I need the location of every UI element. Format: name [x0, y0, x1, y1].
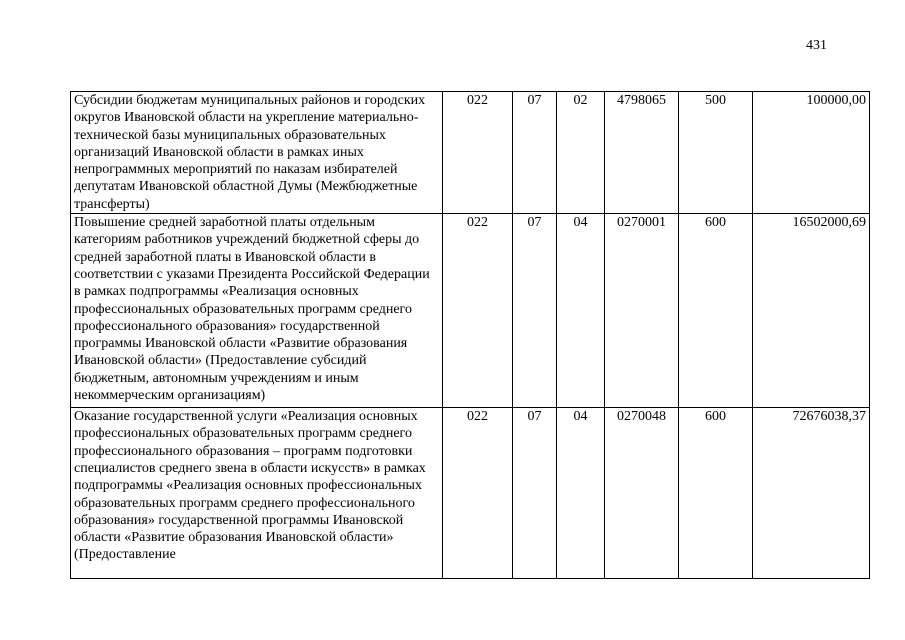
section-code: 07	[513, 214, 557, 408]
expense-type-code: 500	[679, 92, 753, 214]
amount-value: 100000,00	[753, 92, 870, 214]
ministry-code: 022	[443, 214, 513, 408]
subsection-code: 04	[557, 408, 605, 579]
amount-value: 72676038,37	[753, 408, 870, 579]
budget-table	[70, 91, 870, 579]
ministry-code: 022	[443, 408, 513, 579]
table-row	[71, 92, 870, 214]
table-row	[71, 408, 870, 579]
expense-type-code: 600	[679, 214, 753, 408]
amount-value: 16502000,69	[753, 214, 870, 408]
subsection-code: 04	[557, 214, 605, 408]
section-code: 07	[513, 92, 557, 214]
row-description: Субсидии бюджетам муниципальных районов и городских округов Ивановской области на укрепление материально-технической базы муниципальных образовательных организаций Ивановской области в рамках иных непрограммных мероприятий по наказам избирателей депутатам Ивановской областной Думы (Межбюджетные трансферты)	[71, 92, 443, 214]
target-article-code: 0270048	[605, 408, 679, 579]
row-description: Повышение средней заработной платы отдельным категориям работников учреждений бюджетной сферы до средней заработной платы в Ивановской области в соответствии с указами Президента Российской Федерации в рамках подпрограммы «Реализация основных профессиональных образовательных программ среднего профессионального образования» государственной программы Ивановской области «Развитие образования Ивановской области» (Предоставление субсидий бюджетным, автономным учреждениям и иным некоммерческим организациям)	[71, 214, 443, 408]
target-article-code: 4798065	[605, 92, 679, 214]
page-number: 431	[806, 38, 827, 53]
table-row	[71, 214, 870, 408]
subsection-code: 02	[557, 92, 605, 214]
row-description: Оказание государственной услуги «Реализация основных профессиональных образовательных программ среднего профессионального образования – программ подготовки специалистов среднего звена в области искусств» в рамках подпрограммы «Реализация основных профессиональных образовательных программ среднего профессионального образования» государственной программы Ивановской области «Развитие образования Ивановской области» (Предоставление	[71, 408, 443, 579]
ministry-code: 022	[443, 92, 513, 214]
expense-type-code: 600	[679, 408, 753, 579]
target-article-code: 0270001	[605, 214, 679, 408]
section-code: 07	[513, 408, 557, 579]
